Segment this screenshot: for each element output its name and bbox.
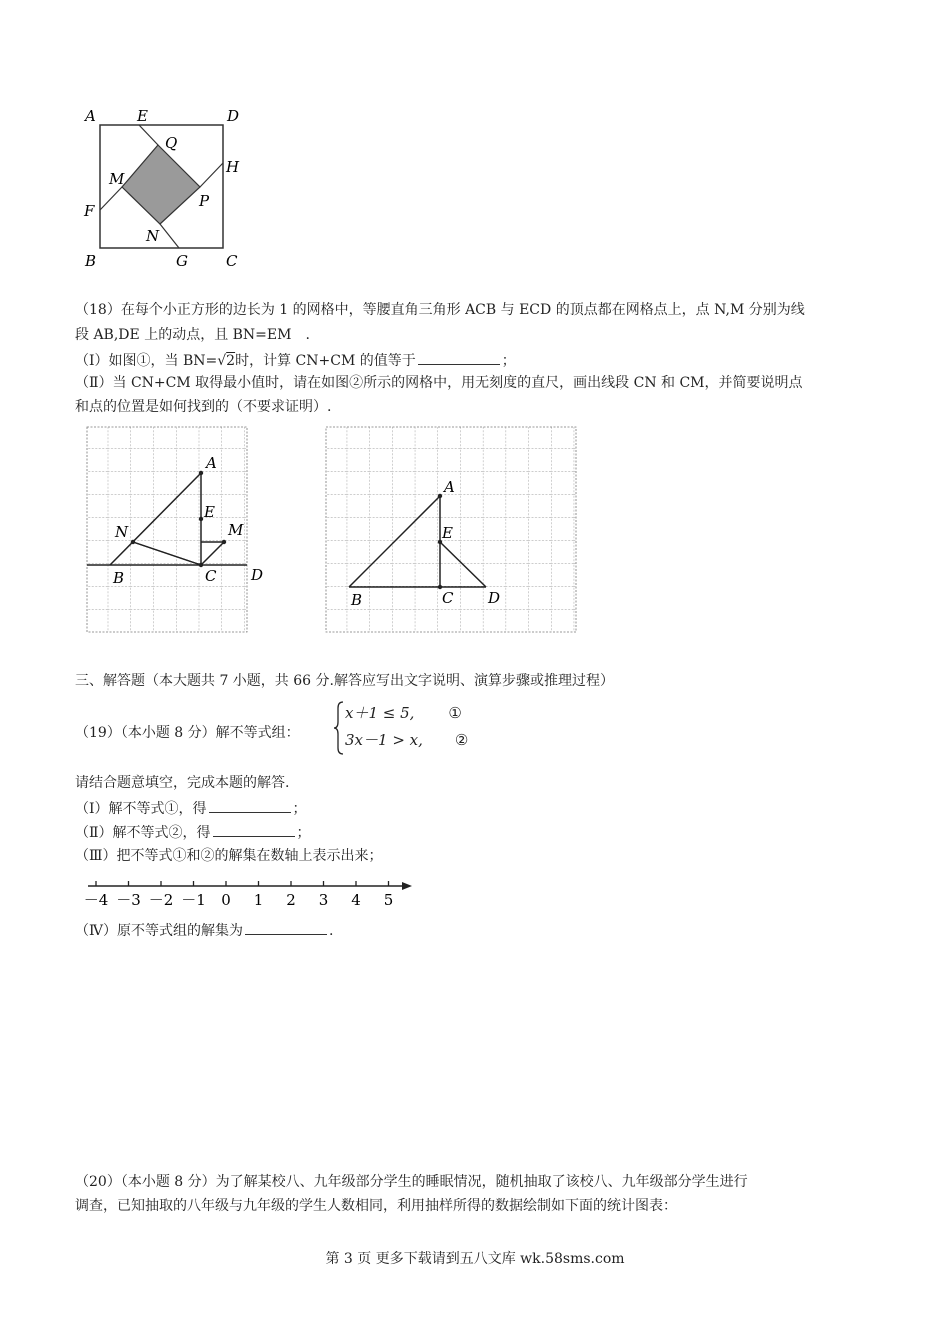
label-P: P bbox=[199, 192, 210, 210]
q18-stem-line2: 段 AB,DE 上的动点，且 BN=EM . bbox=[75, 327, 310, 343]
label-N: N bbox=[146, 227, 160, 245]
g1-label-D: D bbox=[251, 566, 264, 584]
g1-label-M: M bbox=[228, 521, 244, 539]
label-E: E bbox=[137, 107, 148, 125]
mark-1: ① bbox=[448, 704, 462, 722]
sqrt-value: 2 bbox=[226, 353, 236, 369]
system-brace bbox=[333, 700, 345, 756]
section3-heading: 三、解答题（本大题共 7 小题，共 66 分.解答应写出文字说明、演算步骤或推理过程） bbox=[75, 673, 614, 689]
grid-figure-1 bbox=[85, 425, 280, 637]
label-Q: Q bbox=[165, 134, 178, 152]
g2-label-B: B bbox=[351, 591, 363, 609]
q19-part3: （Ⅲ）把不等式①和②的解集在数轴上表示出来； bbox=[75, 848, 383, 864]
square-figure bbox=[75, 100, 260, 275]
g1-label-E: E bbox=[204, 503, 215, 521]
g1-label-B: B bbox=[113, 569, 125, 587]
q19-intro: 请结合题意填空，完成本题的解答. bbox=[75, 775, 290, 791]
q18-part2-line1: （Ⅱ）当 CN+CM 取得最小值时，请在如图②所示的网格中，用无刻度的直尺，画出线段 CN 和 CM，并简要说明点 bbox=[75, 375, 803, 391]
q18-part2-line2: 和点的位置是如何找到的（不要求证明）. bbox=[75, 399, 332, 415]
q20-line2: 调查，已知抽取的八年级与九年级的学生人数相同，利用抽样所得的数据绘制如下面的统计图表： bbox=[75, 1198, 677, 1214]
g1-label-C: C bbox=[205, 567, 217, 585]
tick-label: －2 bbox=[148, 891, 174, 909]
tick-label: 1 bbox=[253, 891, 264, 909]
q19-part4: （Ⅳ）原不等式组的解集为 . bbox=[75, 920, 333, 941]
g2-label-A: A bbox=[444, 478, 455, 496]
tick-label: 3 bbox=[318, 891, 329, 909]
label-G: G bbox=[176, 252, 188, 270]
g1-label-A: A bbox=[206, 454, 217, 472]
label-D: D bbox=[227, 107, 240, 125]
label-M: M bbox=[109, 170, 125, 188]
q19-part1: （Ⅰ）解不等式①，得 ； bbox=[75, 798, 307, 819]
tick-label: 2 bbox=[286, 891, 296, 909]
tick-label: －3 bbox=[116, 891, 141, 909]
label-C: C bbox=[226, 252, 238, 270]
answer-blank[interactable] bbox=[418, 350, 500, 365]
g2-label-E: E bbox=[442, 524, 453, 542]
q19-stem: （19）（本小题 8 分）解不等式组： bbox=[75, 725, 300, 741]
label-H: H bbox=[226, 158, 240, 176]
label-B: B bbox=[85, 252, 97, 270]
tick-label: 0 bbox=[221, 891, 231, 909]
tick-label: －4 bbox=[84, 891, 109, 909]
inequality-1: x＋1 ≤ 5, ① bbox=[345, 704, 462, 722]
label-A: A bbox=[85, 107, 96, 125]
tick-label: 4 bbox=[351, 891, 361, 909]
shaded-rhombus bbox=[122, 145, 200, 224]
g1-label-N: N bbox=[115, 523, 129, 541]
q20-line1: （20）（本小题 8 分）为了解某校八、九年级部分学生的睡眠情况，随机抽取了该校八、九年级部分学生进行 bbox=[75, 1174, 748, 1190]
number-line bbox=[84, 872, 424, 912]
label-F: F bbox=[84, 202, 95, 220]
g2-label-C: C bbox=[442, 589, 454, 607]
tick-label: －1 bbox=[181, 891, 206, 909]
answer-blank-4[interactable] bbox=[245, 920, 327, 935]
q18-part1 bbox=[75, 350, 516, 371]
q18-part1-end: ； bbox=[501, 353, 516, 369]
q18-part1-prefix: （Ⅰ）如图①，当 BN= bbox=[75, 353, 218, 369]
inequality-2: 3x－1 > x, ② bbox=[345, 731, 469, 749]
q18-part1-suffix: 时，计算 CN+CM 的值等于 bbox=[235, 353, 416, 369]
answer-blank-2[interactable] bbox=[213, 822, 295, 837]
q18-stem-line1: （18）在每个小正方形的边长为 1 的网格中，等腰直角三角形 ACB 与 ECD 的顶点都在网格点上，点 N,M 分别为线 bbox=[75, 302, 805, 318]
mark-2: ② bbox=[454, 731, 469, 749]
inequality-system bbox=[345, 700, 468, 754]
sqrt-sign: √ bbox=[217, 353, 227, 369]
g2-label-D: D bbox=[488, 589, 501, 607]
answer-blank-1[interactable] bbox=[209, 798, 291, 813]
page-footer: 第 3 页 更多下载请到五八文库 wk.58sms.com bbox=[325, 1251, 625, 1267]
grid-figure-2 bbox=[324, 425, 584, 637]
q19-part2: （Ⅱ）解不等式②，得 ； bbox=[75, 822, 311, 843]
tick-label: 5 bbox=[383, 891, 394, 909]
